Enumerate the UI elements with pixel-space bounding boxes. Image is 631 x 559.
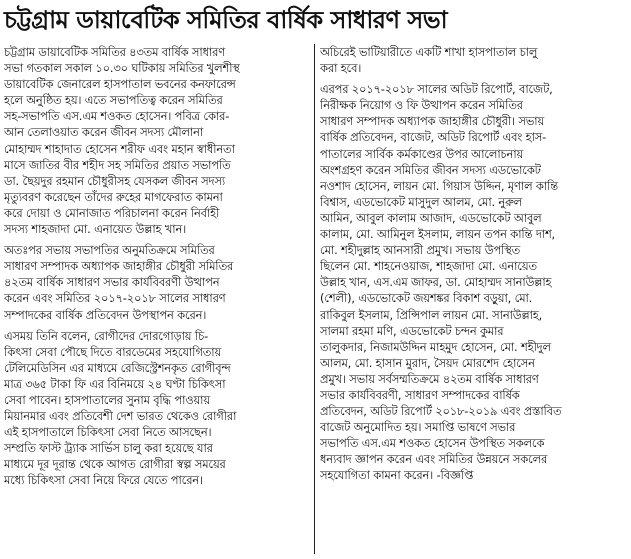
text-line: তালুকদার, নিজামউদ্দিন মাহমুদ হোসেন, মো. শহীদুল xyxy=(320,339,551,354)
paragraph xyxy=(320,44,626,76)
text-line: সাধারণ সম্পাদক অধ্যাপক জাহাঙ্গীর চৌধুরী সমিতির xyxy=(4,259,234,274)
text-line: সম্পাদকের বার্ষিক প্রতিবেদন উপস্থাপন করেন। xyxy=(4,307,207,322)
paragraph xyxy=(320,81,626,483)
text-line: কিৎসা সেবা পৌছে দিতে বারডেমের সহযোগিতায় xyxy=(4,344,222,359)
text-line: মাত্র ৩৬৫ টাকা ফি এর বিনিময়ে ২৪ ঘণ্টা চিকিৎসা xyxy=(4,376,226,391)
text-line: আলম, মো. হাসান মুরাদ, সৈয়দ মোরশেদ হোসেন xyxy=(320,355,535,370)
text-line: করা হবে। xyxy=(320,61,362,76)
paragraph xyxy=(4,242,310,322)
text-line: বাজেট অনুমোদিত হয়। সমাপ্তি ভাষণে সভার xyxy=(320,420,516,435)
text-line: (শেলী), এডভোকেট জয়শঙ্কর বিকাশ বড়ুয়া, মো. xyxy=(320,291,533,306)
text-line: সহযোগিতা কামনা করেন। -বিজ্ঞপ্তি xyxy=(320,468,474,483)
text-line: আমিন, আবুল কালাম আজাদ, এডভোকেট আবুল xyxy=(320,210,542,225)
text-line: ৪২তম বার্ষিক সাধারণ সভার কার্যবিবরণী উত্থাপন xyxy=(4,275,220,290)
text-line: অংশগ্রহণ করেন সমিতির জীবন সদস্য এডভোকেট xyxy=(320,162,541,177)
text-line: উল্লাহ খান, এস.এম জাফর, ডা. মোহাম্মদ সানাউল্লাহ xyxy=(320,275,552,290)
text-line: ধন্যবাদ জ্ঞাপন করেন এবং সমিতির উন্নয়নে সকলের xyxy=(320,452,548,467)
text-line: মৃত্যুবরণ করেছেন তাঁদের রুহের মাগফেরাত কামনা xyxy=(4,189,223,204)
text-line: হলে অনুষ্ঠিত হয়। এতে সভাপতিত্ব করেন সমিতির xyxy=(4,93,223,108)
text-line: এরপর ২০১৭-২০১৮ সালের অডিট রিপোর্ট, বাজেট, xyxy=(320,82,553,97)
text-line: প্রমুখ। সভায় সর্বসম্মতিক্রমে ৪২তম বার্ষিক সাধারণ xyxy=(320,371,539,386)
text-line: করেন এবং সমিতির ২০১৭-২০১৮ সালের সাধারণ xyxy=(4,291,226,306)
text-line: প্রতিবেদন, অডিট রিপোর্ট ২০১৮-২০১৯ এবং প্রস্তাবিত xyxy=(320,404,562,419)
text-line: সাধারণ সম্পাদক অধ্যাপক জাহাঙ্গীর চৌধুরী। সভায় xyxy=(320,114,545,129)
text-line: সভার কার্যবিবরণী, সাধারণ সম্পাদকের বার্ষিক xyxy=(320,387,520,402)
text-line: পাতালের সার্বিক কর্মকাণ্ডের উপর আলোচনায় xyxy=(320,146,524,161)
text-line: টেলিমেডিসিন এর মাধ্যমে রেজিস্ট্রেশনকৃত রোগীবৃন্দ xyxy=(4,360,231,375)
column-divider xyxy=(314,44,315,554)
text-line: নিরীক্ষক নিয়োগ ও ফি উত্থাপন করেন সমিতির xyxy=(320,98,523,113)
text-line: সদস্য শাহজাদা মো. এনায়েত উল্লাহ খান। xyxy=(4,222,187,237)
text-line: সেবা পাবেন। হাসপাতালের সুনাম বৃদ্ধি পাওয়ায় xyxy=(4,392,210,407)
paragraph xyxy=(4,328,310,489)
text-line: মধ্যে চিকিৎসা সেবা নিয়ে ফিরে যেতে পারেন। xyxy=(4,473,203,488)
text-line: আন তেলাওয়াত করেন জীবন সদস্য মৌলানা xyxy=(4,125,204,140)
text-line: নওশাদ হোসেন, লায়ন মো. গিয়াস উদ্দিন, মৃণাল কান্তি xyxy=(320,178,558,193)
right-column xyxy=(320,44,626,484)
text-line: অতঃপর সভায় সভাপতির অনুমতিক্রমে সমিতির xyxy=(4,243,215,258)
text-line: সহ-সভাপতি এস.এম শওকত হোসেন। পবিত্র কোর- xyxy=(4,109,230,124)
text-line: করে দোয়া ও মোনাজাত পরিচালনা করেন নির্বাহী xyxy=(4,205,220,220)
text-line: এই হাসপাতালে চিকিৎসা সেবা নিতে আসছেন। xyxy=(4,425,212,440)
text-line: সম্প্রতি ফাস্ট ট্র্যাক সার্ভিস চালু করা হয়েছে যার xyxy=(4,441,213,456)
left-column xyxy=(4,44,310,489)
paragraph xyxy=(4,44,310,237)
text-line: সভা গতকাল সকাল ১০.৩০ ঘটিকায় সমিতির খুলশীস্থ xyxy=(4,61,240,76)
text-line: চট্টগ্রাম ডায়াবেটিক সমিতির ৪৩তম বার্ষিক সাধারণ xyxy=(4,45,225,59)
text-line: বিশ্বাস, এডভোকেট মাসুদুল আলম, মো. নুরুল xyxy=(320,194,523,209)
text-line: বার্ষিক প্রতিবেদন, বাজেট, অডিট রিপোর্ট এবং হাস- xyxy=(320,130,547,145)
text-line: ছিলেন মো. শাহনেওয়াজ, শাহজাদা মো. এনায়েত xyxy=(320,259,537,274)
text-line: ডায়াবেটিক জেনারেল হাসপাতাল ভবনের কনফারেন্স xyxy=(4,77,236,92)
text-line: মিয়ানমার এবং প্রতিবেশী দেশ ভারত থেকেও রোগীরা xyxy=(4,409,237,424)
text-line: অচিরেই ভাটিয়ারীতে একটি শাখা হাসপাতাল চালু xyxy=(320,45,538,59)
text-line: সালমা রহমা মণি, এডভোকেট চন্দন কুমার xyxy=(320,323,504,338)
text-line: মোহাম্মদ শাহাদাত হোসেন শরীফ এবং মহান স্বাধীনতা xyxy=(4,141,235,156)
text-line: মো. শহীদুল্লাহ আনসারী প্রমুখ। সভায় উপস্থিত xyxy=(320,243,521,258)
text-line: সভাপতি এস.এম শওকত হোসেন উপস্থিত সকলকে xyxy=(320,436,545,451)
text-line: মাধ্যমে দূর দূরান্ত থেকে আগত রোগীরা স্বল্প সময়ের xyxy=(4,457,226,472)
text-line: মাসে জাতির বীর শহীদ সহ সমিতির প্রয়াত সভাপতি xyxy=(4,157,231,172)
text-line: কালাম, মো. আমিনুল ইসলাম, লায়ন তপন কান্তি দাশ, xyxy=(320,227,556,242)
headline: চট্টগ্রাম ডায়াবেটিক সমিতির বার্ষিক সাধারণ সভা xyxy=(4,6,448,34)
text-line: এসময় তিনি বলেন, রোগীদের দোরগোড়ায় চি- xyxy=(4,328,209,343)
text-line: রাকিবুল ইসলাম, প্রিন্সিপাল লায়ন মো. সানাউল্লাহ, xyxy=(320,307,543,322)
text-line: ডা. ছৈয়দুর রহমান চৌধুরীসহ যেসকল জীবন সদস্য xyxy=(4,173,226,188)
